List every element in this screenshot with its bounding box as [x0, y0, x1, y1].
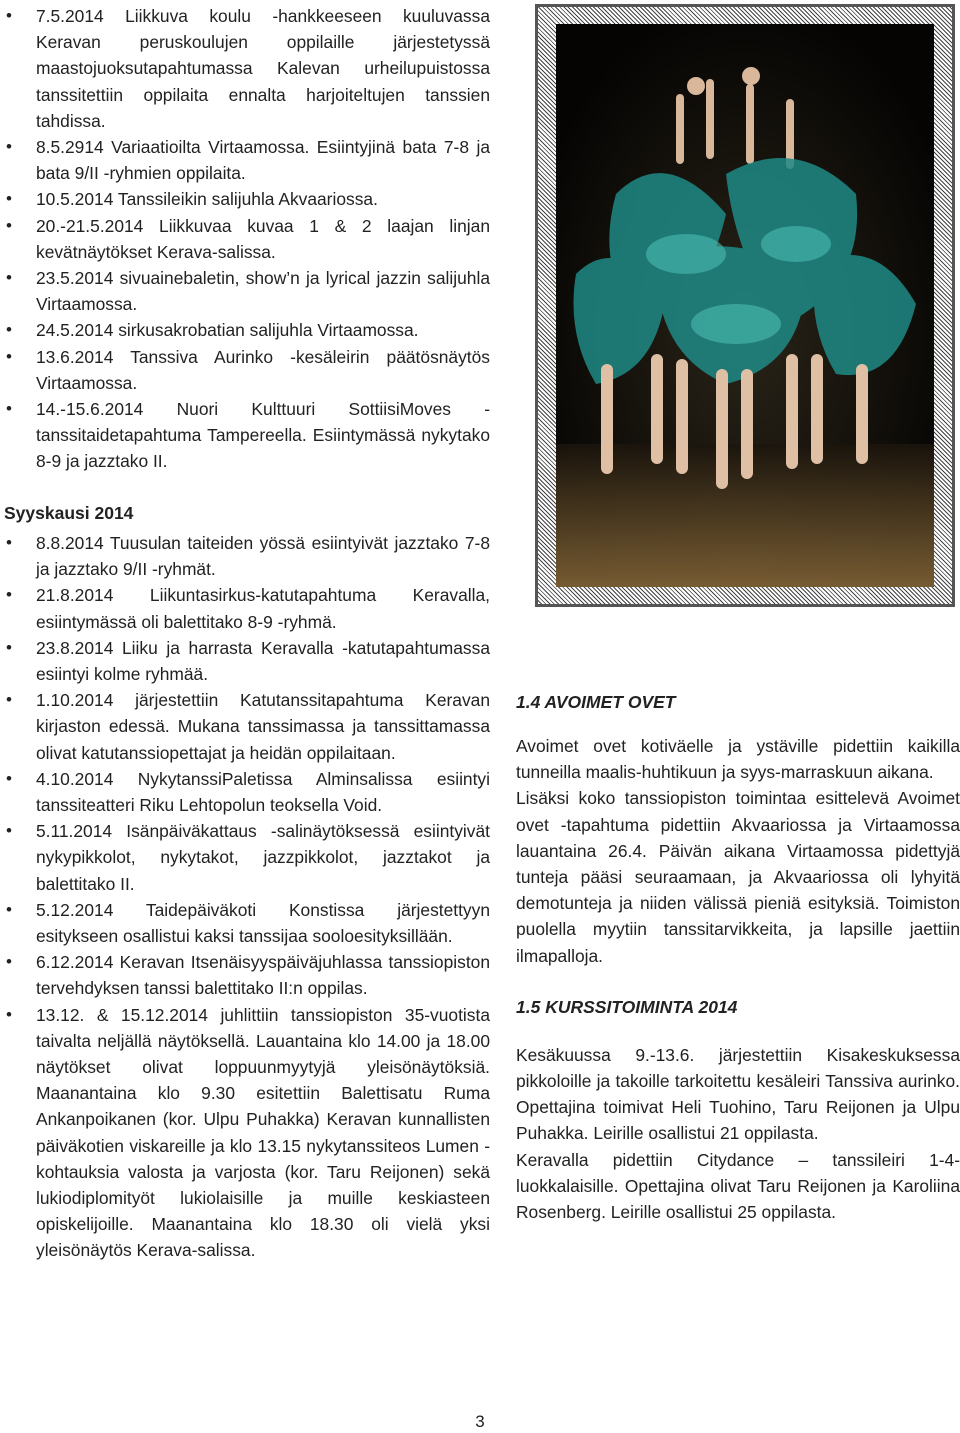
section-heading-open-doors: 1.4 AVOIMET OVET: [516, 692, 676, 712]
bullet: •: [6, 690, 12, 710]
page-number: 3: [475, 1412, 485, 1431]
performances-list-spring: [0, 3, 490, 475]
bullet: •: [6, 952, 12, 972]
bullet: •: [6, 1004, 12, 1024]
bullet: •: [6, 899, 12, 919]
list-item: • 14.-15.6.2014 Nuori Kulttuuri SottiisiMoves -tanssitaidetapahtuma Tampereella. Esiintymässä nykytako 8-9 ja jazztako II.: [0, 396, 490, 475]
list-item: • 4.10.2014 NykytanssiPaletissa Alminsalissa esiintyi tanssiteatteri Riku Lehtopolun teoksella Void.: [0, 766, 490, 818]
bullet: •: [6, 399, 12, 419]
list-item: • 23.5.2014 sivuainebaletin, show’n ja lyrical jazzin salijuhla Virtaamossa.: [0, 265, 490, 317]
bullet: •: [6, 6, 12, 25]
list-item: • 8.5.2914 Variaatioilta Virtaamossa. Esiintyjinä bata 7-8 ja bata 9/II -ryhmien oppilaita.: [0, 134, 490, 186]
open-doors-paragraph-2: Lisäksi koko tanssiopiston toimintaa esittelevä Avoimet ovet -tapahtuma pidettiin Akvaariossa ja Virtaamossa lauantaina 26.4. Päivän aikana Virtaamossa pidettyjä tunteja pääsi seuraamaan, ja Akvaariossa oli lyhyitä demotunteja ja niiden välissä pieniä esityksiä. Toimiston puolella myytiin tanssitarvikkeita, ja lapsille jaettiin ilmapalloja.: [516, 788, 960, 966]
list-item: • 21.8.2014 Liikuntasirkus-katutapahtuma Keravalla, esiintymässä oli balettitako 8-9 -ryhmä.: [0, 582, 490, 634]
photo-frame: [535, 4, 955, 607]
bullet: •: [6, 533, 12, 552]
list-item: • 24.5.2014 sirkusakrobatian salijuhla Virtaamossa.: [0, 317, 490, 343]
list-item: • 1.10.2014 järjestettiin Katutanssitapahtuma Keravan kirjaston edessä. Mukana tanssimassa ja tanssittamassa olivat katutanssiopettajat ja heidän oppilaitaan.: [0, 687, 490, 766]
autumn-section-title: Syyskausi 2014: [4, 503, 134, 523]
list-item: • 5.12.2014 Taidepäiväkoti Konstissa järjestettyyn esitykseen osallistui kaksi tanssijaa sooloesityksillään.: [0, 897, 490, 949]
section-heading-courses: 1.5 KURSSITOIMINTA 2014: [516, 996, 738, 1017]
bullet: •: [6, 637, 12, 657]
bullet: •: [6, 346, 12, 366]
bullet: •: [6, 320, 12, 340]
bullet: •: [6, 768, 12, 788]
open-doors-paragraph: Avoimet ovet kotiväelle ja ystäville pidettiin kaikilla tunneilla maalis-huhtikuun ja syys-marraskuun aikana.: [516, 736, 960, 783]
list-item: • 13.6.2014 Tanssiva Aurinko -kesäleirin päätösnäytös Virtaamossa.: [0, 344, 490, 396]
dancers-illustration: [556, 24, 934, 587]
list-item: • 8.8.2014 Tuusulan taiteiden yössä esiintyivät jazztako 7-8 ja jazztako 9/II -ryhmät.: [0, 530, 490, 582]
bullet: •: [6, 137, 12, 157]
list-item: • 23.8.2014 Liiku ja harrasta Keravalla -katutapahtumassa esiintyi kolme ryhmää.: [0, 635, 490, 687]
right-column: [516, 690, 960, 1225]
bullet: •: [6, 268, 12, 288]
dance-photo: [556, 24, 934, 587]
list-item: • 6.12.2014 Keravan Itsenäisyyspäiväjuhlassa tanssiopiston tervehdyksen tanssi balettitako II:n oppilas.: [0, 949, 490, 1001]
list-item: • 10.5.2014 Tanssileikin salijuhla Akvaariossa.: [0, 186, 490, 212]
bullet: •: [6, 821, 12, 841]
list-item: • 7.5.2014 Liikkuva koulu -hankkeeseen kuuluvassa Keravan peruskoulujen oppilaille järjestetyssä maastojuoksutapahtumassa Kalevan urheilupuistossa tanssitettiin oppilaita ennalta harjoiteltujen tanssien tahdissa.: [0, 3, 490, 134]
list-item: • 13.12. & 15.12.2014 juhlittiin tanssiopiston 35-vuotista taivalta neljällä näytöksellä. Lauantaina klo 14.00 ja 18.00 näytökset olivat loppuunmyytyjä yleisönäytöksiä. Maanantaina klo 9.30 esitettiin Balettisatu Ruma Ankanpoikanen (kor. Ulpu Puhakka) Keravan kunnallisten päiväkotien viskareille ja klo 13.15 nykytanssiteos Lumen - kohtauksia valosta ja varjosta (kor. Taru Reijonen) sekä lukiodiplomityöt lukiolaisille ja muille keskiasteen opiskelijoille. Maanantaina klo 18.30 oli vielä yksi yleisönäytös Kerava-salissa.: [0, 1002, 490, 1264]
bullet: •: [6, 585, 12, 605]
bullet: •: [6, 215, 12, 235]
courses-paragraph: Kesäkuussa 9.-13.6. järjestettiin Kisakeskuksessa pikkoloille ja takoille tarkoitettu kesäleiri Tanssiva aurinko. Opettajina toimivat Heli Tuohino, Taru Reijonen ja Ulpu Puhakka. Leirille osallistui 21 oppilasta.: [516, 1044, 960, 1144]
performances-list-autumn: [0, 530, 490, 1264]
bullet: •: [6, 189, 12, 209]
list-item: • 5.11.2014 Isänpäiväkattaus -salinäytöksessä esiintyivät nykypikkolot, nykytakot, jazzpikkolot, jazztakot ja balettitako II.: [0, 818, 490, 897]
courses-paragraph-2: Keravalla pidettiin Citydance – tanssileiri 1-4-luokkalaisille. Opettajina olivat Taru Reijonen ja Karoliina Rosenberg. Leirille osallistui 25 oppilasta.: [516, 1149, 960, 1223]
list-item: • 20.-21.5.2014 Liikkuvaa kuvaa 1 & 2 laajan linjan kevätnäytökset Kerava-salissa.: [0, 213, 490, 265]
